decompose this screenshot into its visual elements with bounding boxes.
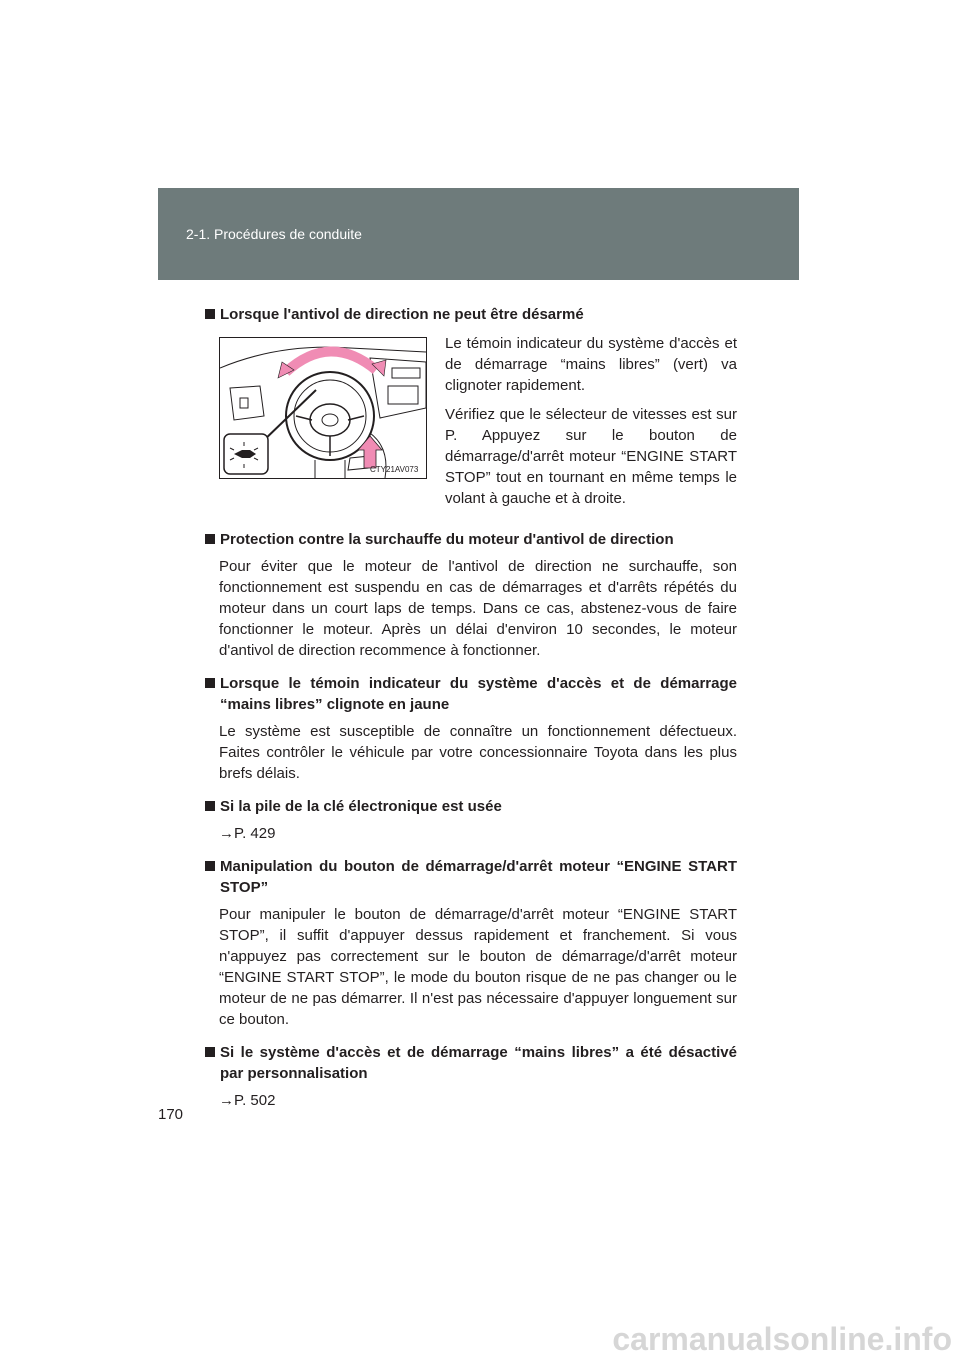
section-heading: Manipulation du bouton de démarrage/d'arrêt moteur “ENGINE START STOP” (205, 856, 737, 898)
section-heading: Protection contre la surchauffe du moteur d'antivol de direction (205, 529, 737, 550)
watermark-text: carmanualsonline.info (612, 1321, 952, 1357)
section-body: Pour éviter que le moteur de l'antivol de direction ne surchauffe, son fonctionnement est suspendu en cas de démarrages et d'arrêts répétés du moteur dans un court laps de temps. Dans ce cas, abstenez-vous de faire fonctionner le moteur. Après un délai d'environ 10 secondes, le moteur d'antivol de direction recommence à fonctionner. (219, 558, 737, 659)
section-body: Le système est susceptible de connaître un fonctionnement défectueux. Faites contrôler le véhicule par votre concessionnaire Toyota dans les plus brefs délais. (219, 723, 737, 782)
section-title: 2-1. Procédures de conduite (186, 226, 362, 242)
figure-text-indicator: Le témoin indicateur du système d'accès et de démarrage “mains libres” (vert) va clignoter rapidement. (445, 335, 737, 394)
section-heading: Lorsque le témoin indicateur du système d'accès et de démarrage “mains libres” clignote en jaune (205, 673, 737, 715)
page-reference-link[interactable]: →P. 429 (219, 825, 276, 842)
section-body: Pour manipuler le bouton de démarrage/d'arrêt moteur “ENGINE START STOP”, il suffit d'appuyer dessus rapidement et franchement. Si vous n'appuyez pas correctement sur le bouton de démarrage/d'arrêt moteur “ENGINE START STOP”, le mode du bouton risque de ne pas changer ou le moteur de ne pas démarrer. Il n'est pas nécessaire d'appuyer longuement sur ce bouton. (219, 906, 737, 1028)
section-heading: Lorsque l'antivol de direction ne peut être désarmé (205, 304, 737, 325)
section-heading: Si le système d'accès et de démarrage “mains libres” a été désactivé par personnalisation (205, 1042, 737, 1084)
section-heading: Si la pile de la clé électronique est usée (205, 796, 737, 817)
figure-text-instructions: Vérifiez que le sélecteur de vitesses est sur P. Appuyez sur le bouton de démarrage/d'arrêt moteur “ENGINE START STOP” tout en tournant en même temps le volant à gauche et à droite. (445, 406, 737, 507)
figure-code: CTY21AV073 (370, 465, 419, 474)
page-reference-link[interactable]: →P. 502 (219, 1092, 276, 1109)
page-number: 170 (158, 1106, 184, 1123)
